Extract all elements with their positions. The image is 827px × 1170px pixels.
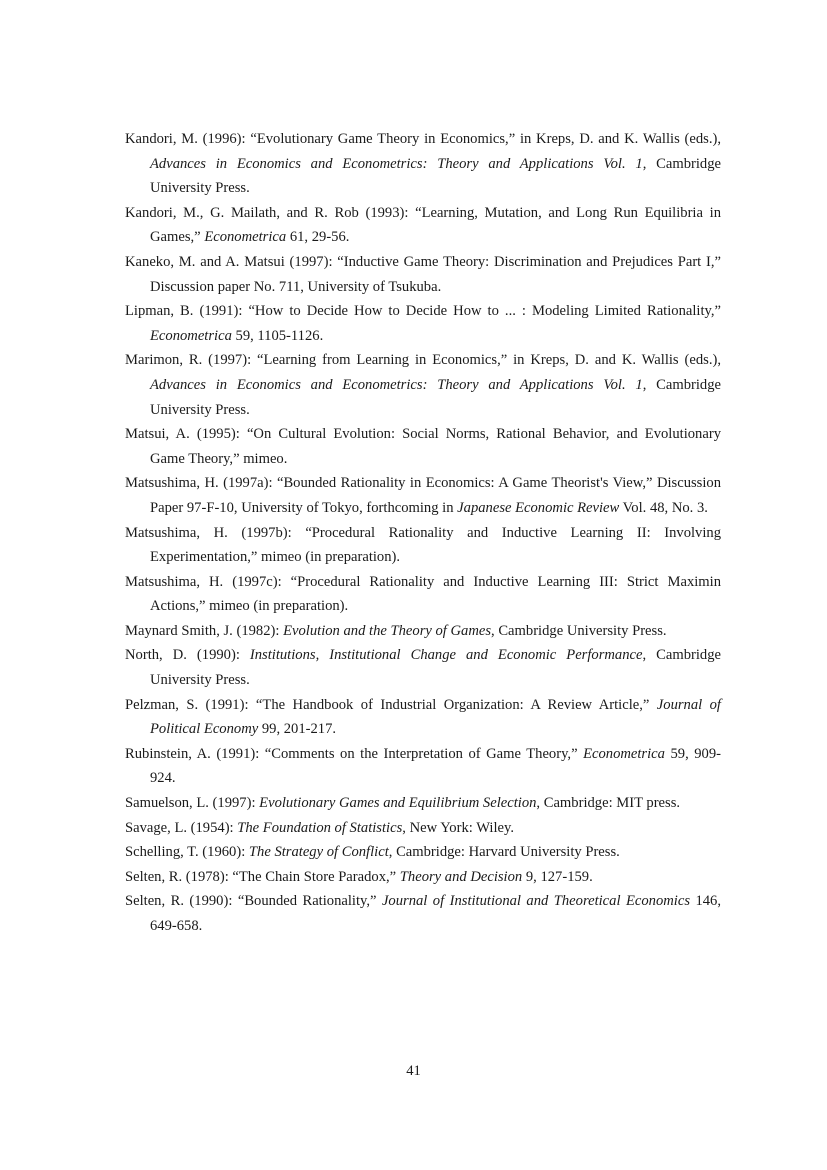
reference-title-italic: Theory and Decision [399, 868, 523, 885]
reference-text: Pelzman, S. (1991): “The Handbook of Industrial Organization: A Review Article,” [125, 696, 657, 713]
reference-entry [125, 250, 721, 299]
reference-title-italic: Journal of Institutional and Theoretical Economics [381, 893, 690, 910]
reference-text: Matsushima, H. (1997b): “Procedural Rationality and Inductive Learning II: Involving Experimentation,” mimeo (in preparation). [125, 524, 721, 566]
reference-entry [125, 348, 721, 422]
reference-title-italic: Journal of Political Economy [150, 696, 721, 738]
reference-entry [125, 127, 721, 201]
reference-entry [125, 693, 721, 742]
reference-list [125, 127, 721, 939]
reference-entry [125, 791, 721, 816]
reference-title-italic: The Foundation of Statistics [237, 819, 403, 836]
reference-title-italic: Institutions, Institutional Change and Economic Performance [249, 647, 643, 664]
reference-entry [125, 643, 721, 692]
reference-entry [125, 570, 721, 619]
reference-text: , Cambridge University Press. [150, 155, 721, 197]
reference-text: Matsui, A. (1995): “On Cultural Evolution: Social Norms, Rational Behavior, and Evolutionary Game Theory,” mimeo. [125, 426, 721, 467]
reference-text: Kaneko, M. and A. Matsui (1997): “Inductive Game Theory: Discrimination and Prejudices Part I,” Discussion paper No. 711, University of Tsukuba. [125, 253, 721, 295]
reference-text: Marimon, R. (1997): “Learning from Learning in Economics,” in Kreps, D. and K. Wallis (eds.), [125, 352, 721, 369]
reference-entry [125, 865, 721, 890]
reference-text: 59, 909-924. [150, 745, 721, 787]
reference-entry [125, 840, 721, 865]
reference-entry [125, 889, 721, 938]
reference-text: , Cambridge University Press. [150, 376, 721, 418]
reference-text: , Cambridge University Press. [491, 622, 667, 639]
reference-text: 146, 649-658. [150, 893, 721, 934]
reference-text: Selten, R. (1990): “Bounded Rationality,” [125, 893, 382, 910]
reference-text: Kandori, M. (1996): “Evolutionary Game Theory in Economics,” in Kreps, D. and K. Wallis (eds.), [125, 131, 721, 147]
reference-title-italic: Japanese Economic Review [457, 499, 620, 516]
reference-text: Matsushima, H. (1997c): “Procedural Rationality and Inductive Learning III: Strict Maximin Actions,” mimeo (in preparation). [125, 573, 721, 615]
reference-title-italic: Econometrica [583, 745, 665, 762]
reference-text: Matsushima, H. (1997a): “Bounded Rationality in Economics: A Game Theorist's View,” Discussion Paper 97-F-10, University of Tokyo, forthcoming in [125, 475, 721, 516]
reference-text: 59, 1105-1126. [231, 327, 324, 344]
reference-text: Maynard Smith, J. (1982): [125, 622, 284, 639]
reference-entry [125, 422, 721, 471]
reference-entry [125, 521, 721, 570]
page-number: 41 [406, 1063, 421, 1079]
reference-text: North, D. (1990): [125, 647, 250, 664]
reference-text: , Cambridge: Harvard University Press. [388, 844, 620, 861]
reference-text: 61, 29-56. [286, 229, 350, 246]
reference-entry [125, 742, 721, 791]
reference-text: Savage, L. (1954): [125, 819, 238, 836]
reference-title-italic: Econometrica [204, 229, 287, 246]
reference-title-italic: Advances in Economics and Econometrics: Theory and Applications Vol. 1 [150, 376, 643, 393]
reference-text: , New York: Wiley. [402, 819, 514, 836]
reference-text: Selten, R. (1978): “The Chain Store Paradox,” [125, 868, 400, 885]
reference-text: Samuelson, L. (1997): [125, 795, 260, 812]
reference-text: Kandori, M., G. Mailath, and R. Rob (1993): “Learning, Mutation, and Long Run Equilibria in Games,” [125, 204, 721, 246]
reference-text: Schelling, T. (1960): [125, 844, 249, 861]
reference-text: , Cambridge: MIT press. [536, 795, 681, 812]
reference-entry [125, 619, 721, 644]
reference-title-italic: Econometrica [150, 327, 232, 344]
reference-text: , Cambridge University Press. [150, 647, 721, 689]
reference-title-italic: Advances in Economics and Econometrics: Theory and Applications Vol. 1 [150, 155, 643, 172]
reference-text: 99, 201-217. [258, 721, 337, 738]
reference-entry [125, 201, 721, 250]
reference-entry [125, 471, 721, 520]
reference-text: 9, 127-159. [522, 868, 593, 885]
reference-text: Rubinstein, A. (1991): “Comments on the Interpretation of Game Theory,” [125, 745, 584, 762]
reference-title-italic: The Strategy of Conflict [248, 844, 389, 861]
reference-title-italic: Evolution and the Theory of Games [283, 622, 492, 639]
reference-entry [125, 816, 721, 841]
reference-text: Vol. 48, No. 3. [619, 499, 708, 516]
reference-text: Lipman, B. (1991): “How to Decide How to Decide How to ... : Modeling Limited Rationality,” [125, 303, 721, 320]
reference-title-italic: Evolutionary Games and Equilibrium Selection [259, 795, 537, 812]
reference-entry [125, 299, 721, 348]
